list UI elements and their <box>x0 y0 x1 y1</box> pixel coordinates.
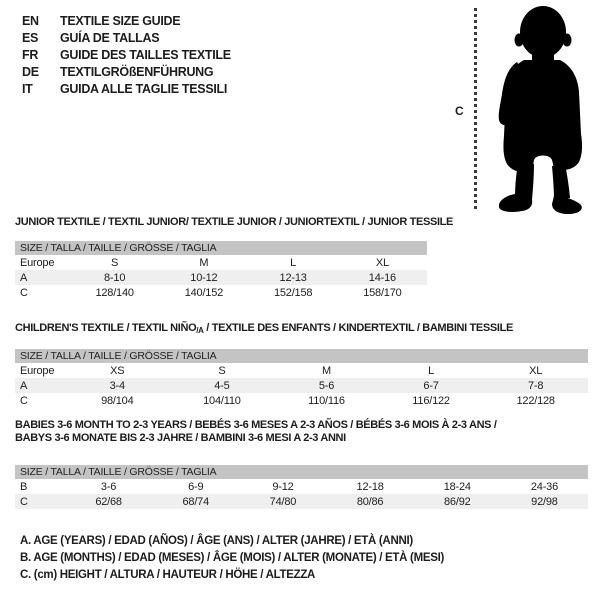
row-label: C <box>20 286 28 299</box>
value-cell: 122/128 <box>516 394 555 407</box>
language-code: IT <box>22 81 33 96</box>
table-row-age <box>15 270 427 285</box>
size-header-band: SIZE / TALLA / TAILLE / GRÖSSE / TAGLIA <box>15 349 588 363</box>
section-title <box>15 322 588 337</box>
section-childrens-textile <box>15 322 588 408</box>
size-cell: XL <box>529 364 543 377</box>
title-part: CHILDREN'S TEXTILE / TEXTIL NIÑO <box>15 322 197 334</box>
value-cell: 12-13 <box>279 271 307 284</box>
size-table <box>15 363 588 408</box>
section-junior-textile <box>15 216 454 300</box>
language-label: TEXTILE SIZE GUIDE <box>60 13 181 28</box>
value-cell: 5-6 <box>318 379 335 392</box>
value-cell: 18-24 <box>443 480 471 493</box>
value-cell: 68/74 <box>182 495 210 508</box>
language-code: ES <box>22 30 39 45</box>
row-label: C <box>20 394 28 407</box>
language-code: FR <box>22 47 39 62</box>
size-cell: S <box>218 364 226 377</box>
table-row-europe <box>15 255 427 270</box>
language-list <box>22 12 231 97</box>
value-cell: 152/158 <box>273 286 313 299</box>
legend-item-b: B. AGE (MONTHS) / EDAD (MESES) / ÂGE (MOIS) / ALTER (MONATE) / ETÀ (MESI) <box>20 552 445 564</box>
section-title: JUNIOR TEXTILE / TEXTIL JUNIOR/ TEXTILE JUNIOR / JUNIORTEXTIL / JUNIOR TESSILE <box>15 216 454 228</box>
value-cell: 92/98 <box>531 495 558 508</box>
size-header-band: SIZE / TALLA / TAILLE / GRÖSSE / TAGLIA <box>15 465 588 479</box>
value-cell: 62/68 <box>95 495 122 508</box>
value-cell: 6-9 <box>188 480 204 493</box>
language-row-es <box>22 29 231 46</box>
language-code: EN <box>22 13 39 28</box>
value-cell: 158/170 <box>363 286 402 299</box>
title-part: / TEXTILE DES ENFANTS / KINDERTEXTIL / BAMBINI TESSILE <box>203 322 513 334</box>
row-label: C <box>20 495 28 508</box>
size-table <box>15 255 427 300</box>
language-code: DE <box>22 64 39 79</box>
measurement-legend <box>20 533 444 584</box>
baby-silhouette-icon <box>484 4 599 214</box>
language-row-fr <box>22 46 231 63</box>
table-row-europe <box>15 363 588 378</box>
table-row-age <box>15 378 588 393</box>
section-title-line2: BABYS 3-6 MONATE BIS 2-3 JAHRE / BAMBINI 3-6 MESI A 2-3 ANNI <box>15 432 346 444</box>
legend-item-a: A. AGE (YEARS) / EDAD (AÑOS) / ÂGE (ANS) / ALTER (JAHRE) / ETÀ (ANNI) <box>20 535 413 547</box>
language-row-it <box>22 80 231 97</box>
value-cell: 12-18 <box>356 480 384 493</box>
size-cell: L <box>290 256 297 269</box>
value-cell: 128/140 <box>95 286 134 299</box>
value-cell: 14-16 <box>368 271 396 284</box>
row-label: Europe <box>20 364 55 377</box>
size-table <box>15 479 588 509</box>
height-dashed-line <box>474 8 477 211</box>
row-label: Europe <box>20 256 55 269</box>
value-cell: 8-10 <box>104 271 126 284</box>
value-cell: 4-5 <box>214 379 230 392</box>
table-row-height <box>15 393 588 408</box>
row-label: B <box>20 480 28 493</box>
value-cell: 98/104 <box>101 394 134 407</box>
value-cell: 104/110 <box>203 394 241 407</box>
language-label: GUIDE DES TAILLES TEXTILE <box>60 47 231 62</box>
value-cell: 80/86 <box>356 495 384 508</box>
language-label: GUIDA ALLE TAGLIE TESSILI <box>60 81 228 96</box>
size-header-band: SIZE / TALLA / TAILLE / GRÖSSE / TAGLIA <box>15 241 427 255</box>
value-cell: 9-12 <box>272 480 294 493</box>
size-cell: XL <box>375 256 389 269</box>
row-label: A <box>20 379 28 392</box>
height-measure-label: C <box>455 104 464 118</box>
language-label: GUÍA DE TALLAS <box>60 30 160 45</box>
size-cell: M <box>199 256 209 269</box>
value-cell: 86/92 <box>444 495 471 508</box>
value-cell: 3-4 <box>109 379 125 392</box>
value-cell: 24-36 <box>530 480 559 493</box>
size-cell: S <box>111 256 119 269</box>
value-cell: 140/152 <box>184 286 224 299</box>
row-label: A <box>20 271 28 284</box>
value-cell: 10-12 <box>190 271 218 284</box>
language-row-de <box>22 63 231 80</box>
title-subscript: /A <box>196 326 204 335</box>
value-cell: 116/122 <box>412 394 450 407</box>
section-babies-textile <box>15 419 588 509</box>
section-title-line1: BABIES 3-6 MONTH TO 2-3 YEARS / BEBÉS 3-6 MESES A 2-3 AÑOS / BÉBÉS 3-6 MOIS À 2-3 ANS / <box>15 419 497 431</box>
value-cell: 74/80 <box>269 495 297 508</box>
table-row-height <box>15 285 427 300</box>
table-row-height <box>15 494 588 509</box>
size-cell: XS <box>110 364 125 377</box>
value-cell: 110/116 <box>308 394 345 407</box>
value-cell: 7-8 <box>528 379 544 392</box>
value-cell: 3-6 <box>100 480 117 493</box>
language-row-en <box>22 12 231 29</box>
legend-item-c: C. (cm) HEIGHT / ALTURA / HAUTEUR / HÖHE / ALTEZZA <box>20 569 316 581</box>
table-row-age-months <box>15 479 588 494</box>
value-cell: 6-7 <box>423 379 439 392</box>
language-label: TEXTILGRÖßENFÜHRUNG <box>60 64 214 79</box>
size-cell: M <box>322 364 331 377</box>
size-cell: L <box>428 364 435 377</box>
